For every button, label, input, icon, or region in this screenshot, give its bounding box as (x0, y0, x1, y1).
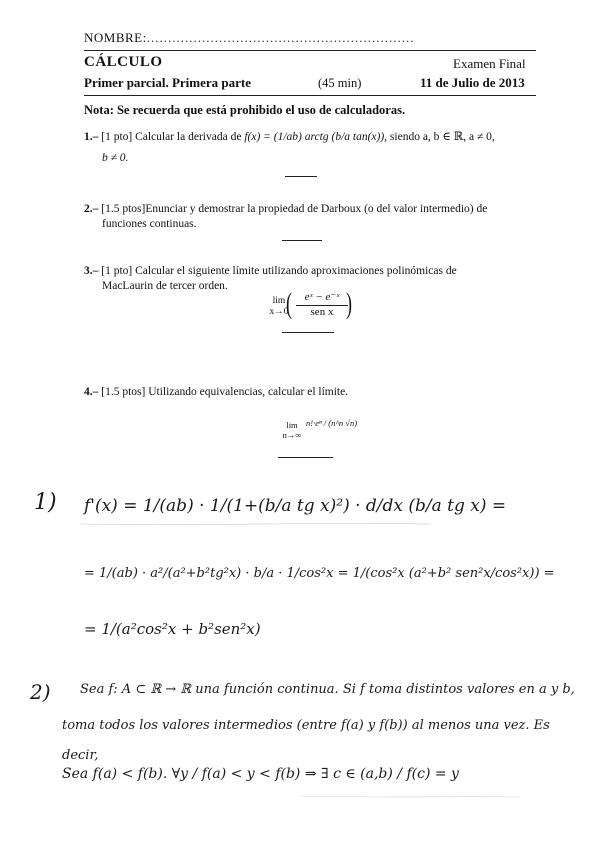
question-1-text: [1 pto] Calcular la derivada de (101, 131, 242, 143)
answer-1-underline-stroke (80, 523, 430, 524)
question-1-number: 1.– (84, 131, 99, 143)
question-3-number: 3.– (84, 265, 99, 277)
exam-type: Examen Final (453, 56, 526, 71)
answer-1-line3: = 1/(a²cos²x + b²sen²x) (84, 620, 261, 638)
question-2-line2: funciones continuas. (102, 218, 197, 230)
answer-2-line1: Sea f: A ⊂ ℝ → ℝ una función continua. Si f toma distintos valores en a y b, (80, 682, 575, 697)
exam-duration: (45 min) (318, 76, 362, 90)
question-3-numerator: eˣ − e⁻ˣ (304, 291, 340, 303)
answer-2-line3: decir, (62, 748, 99, 763)
calculator-note: Nota: Se recuerda que está prohibido el uso de calculadoras. (84, 103, 406, 117)
question-3-denominator: sen x (310, 306, 334, 318)
answer-2-label: 2) (30, 680, 51, 704)
question-2-number: 2.– (84, 203, 99, 215)
question-3-line2: MacLaurin de tercer orden. (102, 280, 228, 292)
exam-part: Primer parcial. Primera parte (84, 75, 252, 90)
question-3-text: [1 pto] Calcular el siguiente límite utilizando aproximaciones polinómicas de (101, 265, 457, 277)
question-3-limit-operator: lim x→0 (269, 296, 289, 317)
answer-2-line2: toma todos los valores intermedios (entre f(a) y f(b)) al menos una vez. Es (62, 718, 550, 733)
answer-1-line2: = 1/(ab) · a²/(a²+b²tg²x) · b/a · 1/cos²x = 1/(cos²x (a²+b² sen²x/cos²x)) = (84, 566, 555, 581)
question-1-line2: b ≠ 0. (102, 152, 129, 164)
question-1-conditions: , siendo a, b ∈ ℝ, a ≠ 0, (384, 131, 495, 143)
answer-2-underline-stroke (300, 796, 520, 797)
course-title: CÁLCULO (84, 54, 163, 70)
question-1-formula: f(x) = (1/ab) arctg (b/a tan(x)) (244, 131, 385, 143)
question-2-text: [1.5 ptos]Enunciar y demostrar la propiedad de Darboux (o del valor intermedio) de (101, 203, 488, 215)
question-4-number: 4.– (84, 386, 99, 398)
name-label: NOMBRE:............................................................... (84, 30, 415, 45)
exam-date: 11 de Julio de 2013 (420, 75, 525, 90)
question-3-right-paren: ) (346, 287, 352, 320)
answer-2-line4: Sea f(a) < f(b). ∀y / f(a) < y < f(b) ⇒ ∃ c ∈ (a,b) / f(c) = y (62, 766, 459, 782)
question-4-text: [1.5 ptos] Utilizando equivalencias, calcular el límite. (101, 386, 349, 398)
answer-1-line1: f'(x) = 1/(ab) · 1/(1+(b/a tg x)²) · d/dx (b/a tg x) = (84, 496, 507, 516)
answer-1-label: 1) (34, 490, 57, 515)
question-3-left-paren: ( (286, 287, 292, 320)
question-4-limit-operator: lim n→∞ (282, 420, 302, 440)
name-dots: ............................................................... (146, 30, 415, 45)
question-4-expression: n!·eⁿ / (n^n √n) (306, 418, 358, 428)
